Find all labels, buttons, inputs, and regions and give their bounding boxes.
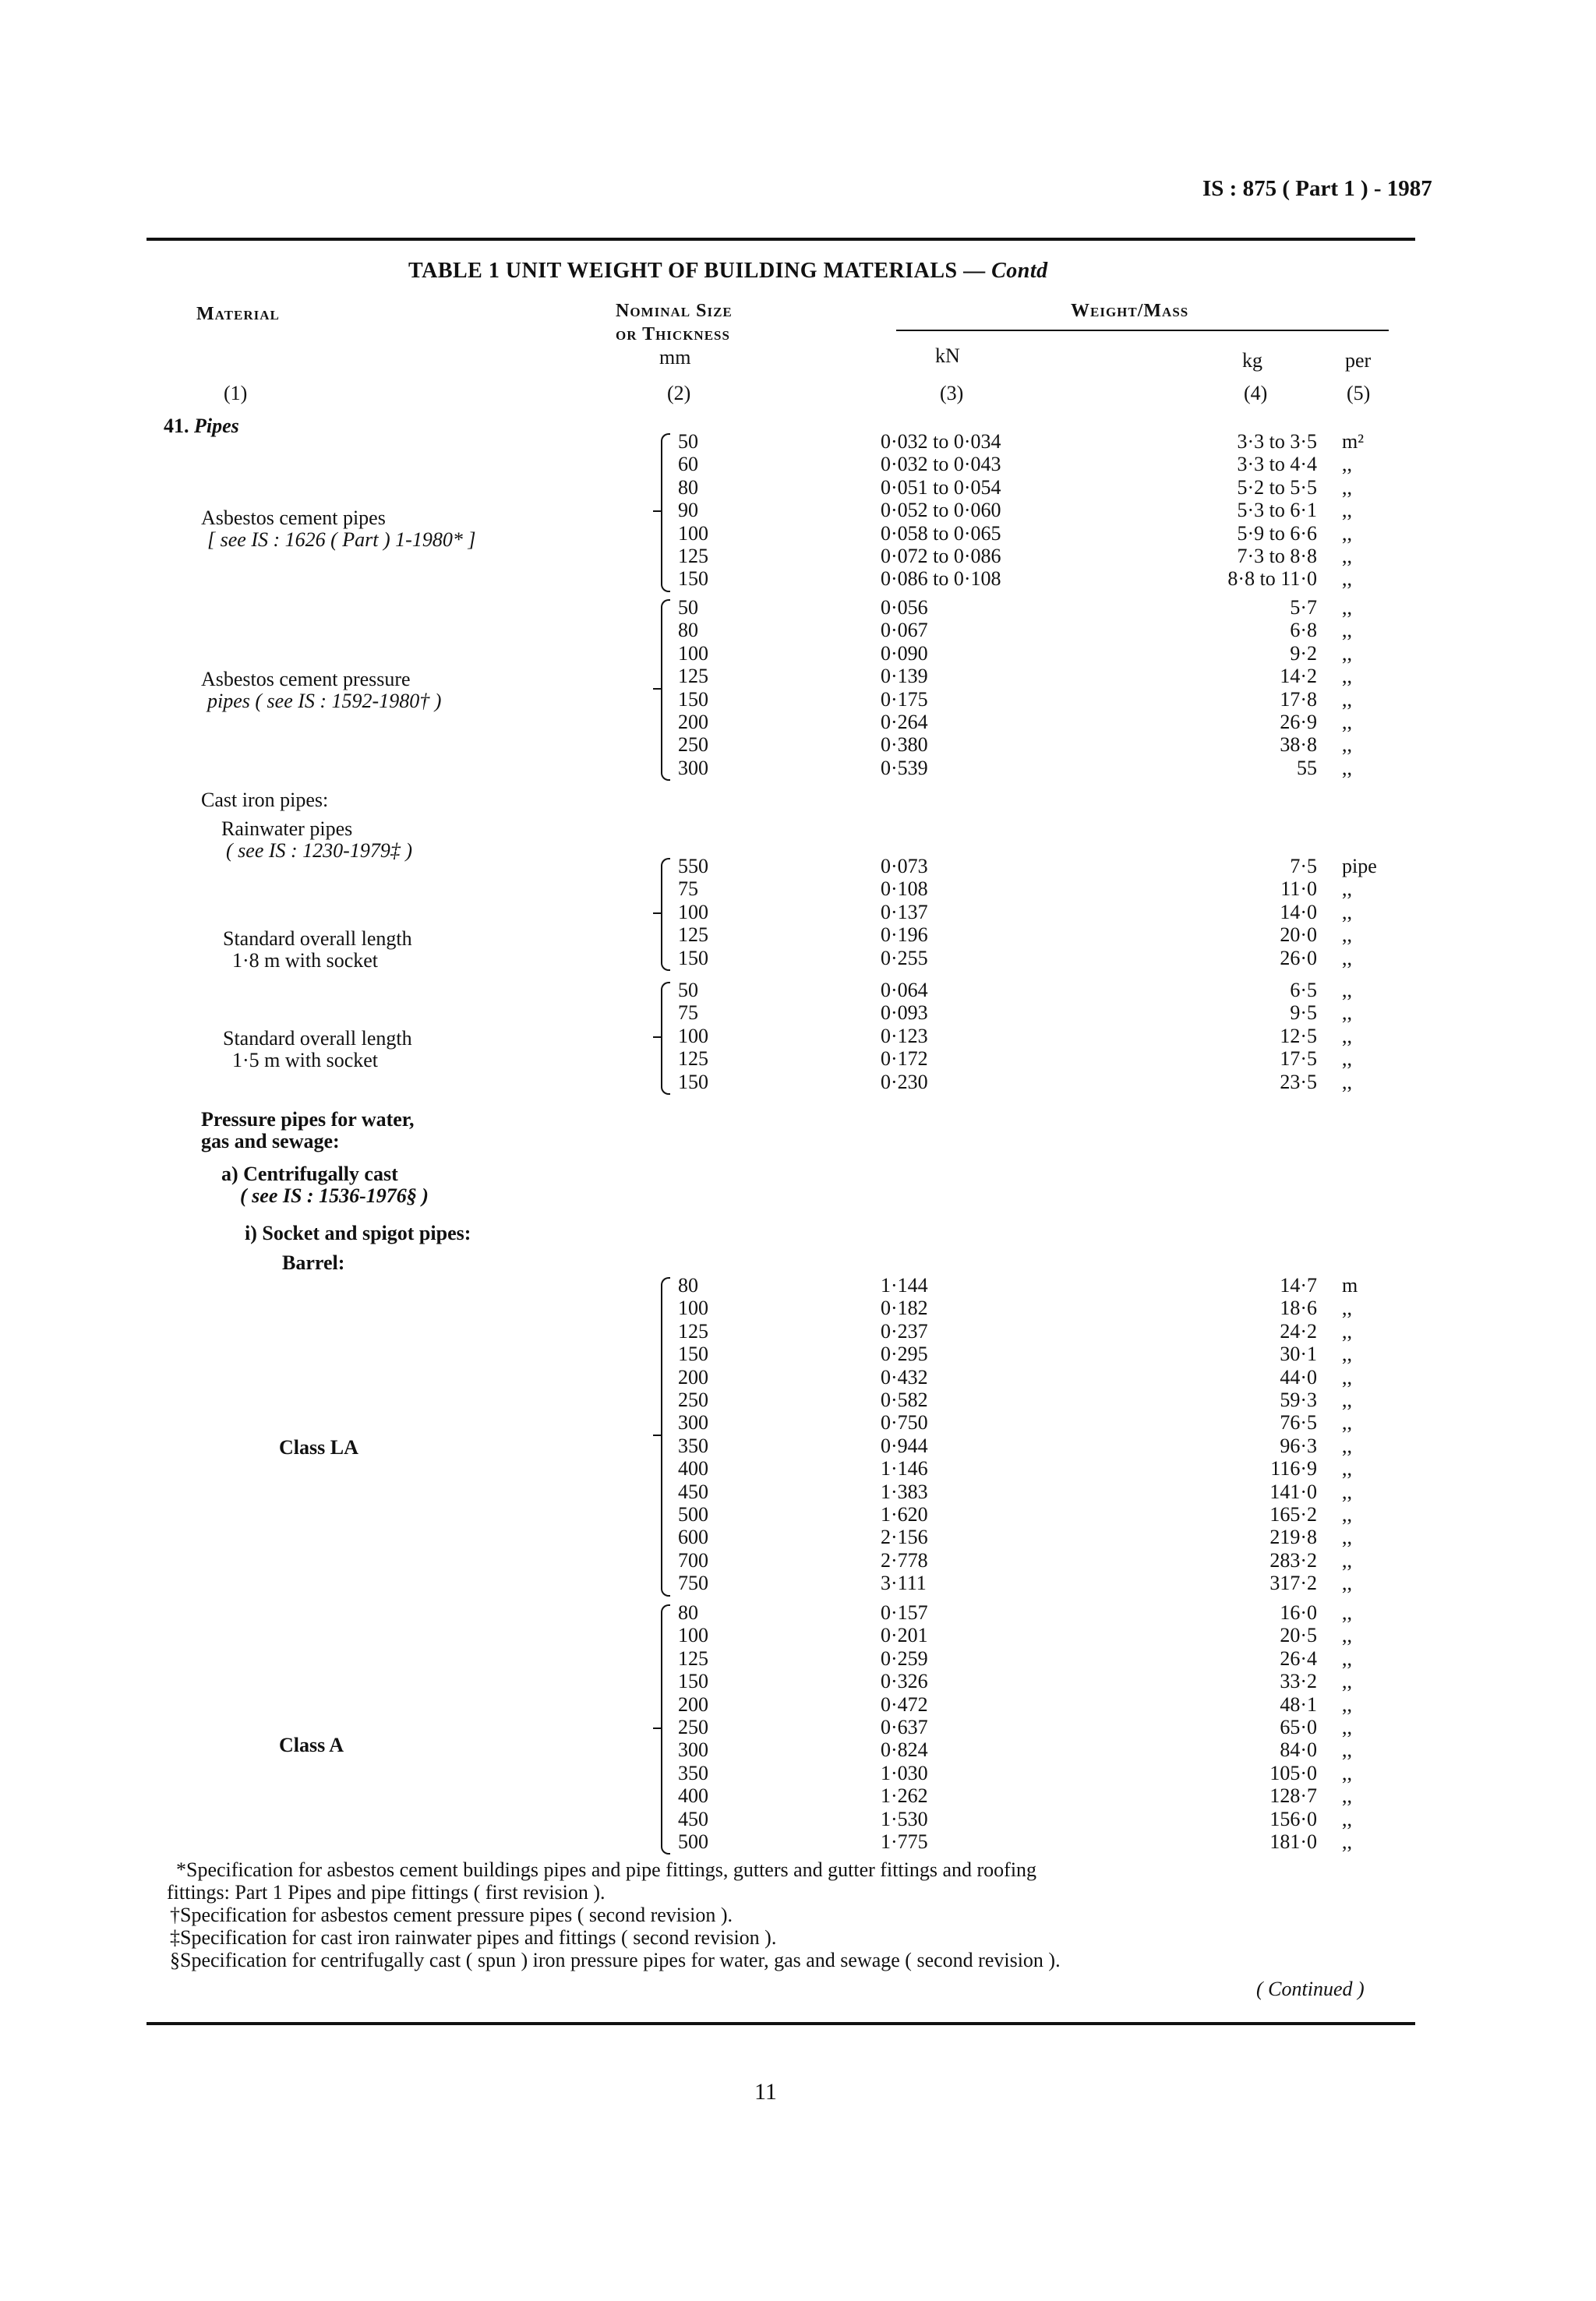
- table-size-cell: 125: [678, 665, 708, 688]
- footnote-4: §Specification for centrifugally cast ( spun ) iron pressure pipes for water, gas and sewage ( second revision ).: [170, 1949, 1061, 1971]
- table-kn-cell: 0·637: [881, 1716, 928, 1738]
- table-size-cell: 125: [678, 545, 708, 567]
- table-kg-cell: 11·0: [1280, 877, 1317, 901]
- table-kg-cell: 59·3: [1280, 1389, 1317, 1411]
- table-per-cell: ,,: [1342, 1830, 1352, 1853]
- table-kn-cell: 1·144: [881, 1274, 928, 1297]
- table-kg-cell: 14·0: [1280, 900, 1317, 923]
- table-kg-cell: 3·3 to 4·4: [1237, 453, 1317, 476]
- pressure-heading-2: gas and sewage:: [201, 1130, 340, 1152]
- group-label: Class LA: [279, 1436, 358, 1459]
- table-kn-cell: 0·139: [881, 665, 928, 688]
- table-kn-cell: 0·230: [881, 1070, 928, 1093]
- table-kg-cell: 17·5: [1280, 1047, 1317, 1071]
- table-kg-cell: 8·8 to 11·0: [1227, 567, 1317, 591]
- table-title-contd: Contd: [991, 259, 1048, 283]
- table-per-cell: ,,: [1342, 923, 1352, 947]
- table-per-cell: ,,: [1342, 1001, 1352, 1025]
- table-per-cell: ,,: [1342, 545, 1352, 567]
- table-kg-cell: 76·5: [1280, 1411, 1317, 1435]
- table-size-cell: 150: [678, 1070, 708, 1093]
- col-kg: kg: [1242, 349, 1262, 372]
- table-kg-cell: 116·9: [1270, 1457, 1317, 1480]
- table-per-cell: ,,: [1342, 1807, 1352, 1830]
- col-num-3: (3): [940, 382, 964, 404]
- table-kn-cell: 0·032 to 0·034: [881, 430, 1001, 453]
- table-per-cell: ,,: [1342, 946, 1352, 969]
- table-kn-cell: 1·620: [881, 1503, 928, 1526]
- group-label: Asbestos cement pressure: [201, 668, 411, 690]
- table-size-cell: 300: [678, 1411, 708, 1435]
- table-per-cell: ,,: [1342, 521, 1352, 545]
- table-per-cell: ,,: [1342, 1646, 1352, 1670]
- table-per-cell: ,,: [1342, 1761, 1352, 1784]
- table-kn-cell: 0·750: [881, 1411, 928, 1435]
- table-kg-cell: 96·3: [1280, 1434, 1317, 1457]
- table-kn-cell: 0·326: [881, 1670, 928, 1693]
- table-kn-cell: 0·051 to 0·054: [881, 475, 1001, 499]
- table-size-cell: 150: [678, 567, 708, 591]
- table-kn-cell: 0·086 to 0·108: [881, 567, 1001, 591]
- table-kg-cell: 23·5: [1280, 1070, 1317, 1093]
- table-kg-cell: 128·7: [1269, 1784, 1317, 1808]
- table-kg-cell: 283·2: [1269, 1548, 1317, 1572]
- table-kg-cell: 20·5: [1280, 1624, 1317, 1647]
- table-size-cell: 100: [678, 1024, 708, 1047]
- table-kn-cell: 0·072 to 0·086: [881, 545, 1001, 567]
- table-kg-cell: 33·2: [1280, 1670, 1317, 1693]
- table-per-cell: ,,: [1342, 567, 1352, 591]
- table-kg-cell: 17·8: [1280, 687, 1317, 711]
- table-size-cell: 200: [678, 1692, 708, 1716]
- table-per-cell: ,,: [1342, 1601, 1352, 1624]
- table-per-cell: ,,: [1342, 877, 1352, 901]
- table-size-cell: 150: [678, 1343, 708, 1366]
- table-size-cell: 500: [678, 1503, 708, 1526]
- table-kn-cell: 2·778: [881, 1548, 928, 1572]
- table-size-cell: 60: [678, 453, 698, 476]
- table-kn-cell: 1·030: [881, 1761, 928, 1784]
- table-size-cell: 125: [678, 1646, 708, 1670]
- table-per-cell: ,,: [1342, 619, 1352, 642]
- table-size-cell: 50: [678, 979, 698, 1001]
- table-kg-cell: 5·7: [1290, 596, 1317, 619]
- standard-header: IS : 875 ( Part 1 ) - 1987: [1202, 176, 1432, 201]
- table-size-cell: 300: [678, 756, 708, 779]
- table-kg-cell: 181·0: [1269, 1830, 1317, 1853]
- section-title: Pipes: [194, 415, 239, 437]
- table-size-cell: 400: [678, 1784, 708, 1808]
- table-kn-cell: 1·146: [881, 1457, 928, 1480]
- table-per-cell: ,,: [1342, 1024, 1352, 1047]
- table-size-cell: 100: [678, 900, 708, 923]
- table-size-cell: 100: [678, 521, 708, 545]
- group-brace: [661, 1604, 670, 1855]
- table-kn-cell: 0·090: [881, 641, 928, 665]
- table-size-cell: 100: [678, 1297, 708, 1320]
- table-kn-cell: 0·196: [881, 923, 928, 947]
- group-brace: [661, 599, 670, 781]
- table-kg-cell: 6·8: [1290, 619, 1317, 642]
- footnote-3: ‡Specification for cast iron rainwater pipes and fittings ( second revision ).: [170, 1926, 777, 1949]
- table-kn-cell: 0·052 to 0·060: [881, 499, 1001, 522]
- table-size-cell: 50: [678, 430, 698, 453]
- col-num-1: (1): [224, 382, 248, 404]
- table-kg-cell: 105·0: [1269, 1761, 1317, 1784]
- table-kn-cell: 0·157: [881, 1601, 928, 1624]
- weight-overbrace: [896, 330, 1389, 339]
- table-title-text: TABLE 1 UNIT WEIGHT OF BUILDING MATERIALS —: [408, 259, 986, 283]
- table-per-cell: ,,: [1342, 756, 1352, 779]
- table-size-cell: 200: [678, 1365, 708, 1389]
- table-size-cell: 125: [678, 1319, 708, 1343]
- table-kg-cell: 141·0: [1269, 1480, 1317, 1503]
- section-number: 41.: [164, 415, 189, 437]
- table-kn-cell: 0·123: [881, 1024, 928, 1047]
- table-kn-cell: 0·539: [881, 756, 928, 779]
- table-kg-cell: 30·1: [1280, 1343, 1317, 1366]
- table-per-cell: ,,: [1342, 596, 1352, 619]
- table-kn-cell: 2·156: [881, 1526, 928, 1549]
- table-size-cell: 700: [678, 1548, 708, 1572]
- table-kg-cell: 44·0: [1280, 1365, 1317, 1389]
- table-kg-cell: 165·2: [1269, 1503, 1317, 1526]
- table-kn-cell: 0·259: [881, 1646, 928, 1670]
- table-kg-cell: 9·5: [1290, 1001, 1317, 1025]
- table-per-cell: ,,: [1342, 1070, 1352, 1093]
- table-kn-cell: 0·432: [881, 1365, 928, 1389]
- table-size-cell: 450: [678, 1807, 708, 1830]
- table-size-cell: 80: [678, 1601, 698, 1624]
- table-per-cell: ,,: [1342, 1716, 1352, 1738]
- table-size-cell: 200: [678, 711, 708, 733]
- group-label: Asbestos cement pipes: [201, 506, 386, 529]
- col-size-line2: or Thickness: [616, 324, 730, 344]
- table-kg-cell: 26·4: [1280, 1646, 1317, 1670]
- group-brace-tip: [653, 1036, 661, 1039]
- table-size-cell: 150: [678, 687, 708, 711]
- table-size-cell: 400: [678, 1457, 708, 1480]
- table-size-cell: 125: [678, 1047, 708, 1071]
- table-size-cell: 150: [678, 946, 708, 969]
- table-per-cell: pipe: [1342, 855, 1377, 877]
- table-kn-cell: 0·582: [881, 1389, 928, 1411]
- table-kn-cell: 0·255: [881, 946, 928, 969]
- table-size-cell: 75: [678, 877, 698, 901]
- table-size-cell: 100: [678, 641, 708, 665]
- table-kg-cell: 219·8: [1269, 1526, 1317, 1549]
- table-per-cell: ,,: [1342, 1624, 1352, 1647]
- bottom-rule: [147, 2022, 1415, 2025]
- table-kn-cell: 1·775: [881, 1830, 928, 1853]
- col-num-4: (4): [1244, 382, 1268, 404]
- table-per-cell: ,,: [1342, 1784, 1352, 1808]
- table-size-cell: 500: [678, 1830, 708, 1853]
- table-size-cell: 450: [678, 1480, 708, 1503]
- table-per-cell: ,,: [1342, 1319, 1352, 1343]
- table-per-cell: ,,: [1342, 1365, 1352, 1389]
- table-size-cell: 90: [678, 499, 698, 522]
- table-per-cell: ,,: [1342, 475, 1352, 499]
- table-kn-cell: 0·032 to 0·043: [881, 453, 1001, 476]
- table-kg-cell: 14·2: [1280, 665, 1317, 688]
- table-size-cell: 100: [678, 1624, 708, 1647]
- table-per-cell: ,,: [1342, 1389, 1352, 1411]
- footnote-2: †Specification for asbestos cement pressure pipes ( second revision ).: [170, 1904, 733, 1926]
- group-brace: [661, 982, 670, 1095]
- table-size-cell: 250: [678, 733, 708, 757]
- rainwater-pipes-label: Rainwater pipes: [221, 817, 353, 840]
- table-kg-cell: 6·5: [1290, 979, 1317, 1001]
- col-weight: Weight/Mass: [1071, 301, 1189, 321]
- table-per-cell: ,,: [1342, 1343, 1352, 1366]
- table-kg-cell: 5·3 to 6·1: [1237, 499, 1317, 522]
- table-kn-cell: 0·137: [881, 900, 928, 923]
- table-per-cell: ,,: [1342, 1480, 1352, 1503]
- table-per-cell: ,,: [1342, 1738, 1352, 1762]
- col-kn: kN: [935, 344, 960, 367]
- col-size-unit: mm: [659, 346, 691, 369]
- table-per-cell: ,,: [1342, 687, 1352, 711]
- table-size-cell: 350: [678, 1434, 708, 1457]
- table-per-cell: m: [1342, 1274, 1358, 1297]
- table-kg-cell: 3·3 to 3·5: [1237, 430, 1317, 453]
- table-kn-cell: 1·262: [881, 1784, 928, 1808]
- table-kn-cell: 0·824: [881, 1738, 928, 1762]
- footnote-1b: fittings: Part 1 Pipes and pipe fittings ( first revision ).: [167, 1881, 606, 1904]
- table-kg-cell: 5·9 to 6·6: [1237, 521, 1317, 545]
- table-per-cell: ,,: [1342, 1526, 1352, 1549]
- table-kg-cell: 26·0: [1280, 946, 1317, 969]
- col-num-5: (5): [1347, 382, 1371, 404]
- table-kg-cell: 24·2: [1280, 1319, 1317, 1343]
- group-brace-tip: [653, 688, 661, 690]
- table-size-cell: 80: [678, 619, 698, 642]
- group-label: Standard overall length: [223, 927, 412, 950]
- table-size-cell: 75: [678, 1001, 698, 1025]
- section-heading: [164, 415, 239, 438]
- barrel-label: Barrel:: [282, 1251, 345, 1274]
- table-per-cell: ,,: [1342, 1670, 1352, 1693]
- group-label: 1·8 m with socket: [232, 949, 379, 972]
- table-kn-cell: 0·237: [881, 1319, 928, 1343]
- group-brace: [661, 433, 670, 592]
- table-kn-cell: 0·093: [881, 1001, 928, 1025]
- table-kn-cell: 0·182: [881, 1297, 928, 1320]
- col-per: per: [1345, 349, 1372, 372]
- table-per-cell: ,,: [1342, 900, 1352, 923]
- table-kg-cell: 7·5: [1290, 855, 1317, 877]
- footnote-1a: *Specification for asbestos cement buildings pipes and pipe fittings, gutters and gutter fittings and roofing: [176, 1858, 1037, 1881]
- table-kg-cell: 48·1: [1280, 1692, 1317, 1716]
- table-kg-cell: 156·0: [1269, 1807, 1317, 1830]
- table-kg-cell: 16·0: [1280, 1601, 1317, 1624]
- table-size-cell: 80: [678, 475, 698, 499]
- group-label: pipes ( see IS : 1592-1980† ): [207, 690, 442, 712]
- table-size-cell: 250: [678, 1389, 708, 1411]
- table-kn-cell: 0·108: [881, 877, 928, 901]
- table-per-cell: ,,: [1342, 1411, 1352, 1435]
- table-kg-cell: 18·6: [1280, 1297, 1317, 1320]
- continued-note: ( Continued ): [1256, 1978, 1365, 2000]
- table-kg-cell: 38·8: [1280, 733, 1317, 757]
- table-kn-cell: 0·175: [881, 687, 928, 711]
- table-per-cell: ,,: [1342, 1692, 1352, 1716]
- table-kn-cell: 0·380: [881, 733, 928, 757]
- group-label: [ see IS : 1626 ( Part ) 1-1980* ]: [207, 528, 476, 551]
- table-kn-cell: 0·295: [881, 1343, 928, 1366]
- socket-spigot-label: i) Socket and spigot pipes:: [245, 1222, 471, 1244]
- group-label: Class A: [279, 1734, 344, 1756]
- rainwater-pipes-ref: ( see IS : 1230-1979‡ ): [226, 839, 412, 862]
- table-kn-cell: 0·073: [881, 855, 928, 877]
- table-per-cell: ,,: [1342, 979, 1352, 1001]
- table-per-cell: ,,: [1342, 665, 1352, 688]
- table-per-cell: ,,: [1342, 733, 1352, 757]
- table-kn-cell: 1·530: [881, 1807, 928, 1830]
- col-material: Material: [196, 304, 280, 324]
- group-brace: [661, 858, 670, 971]
- group-brace-tip: [653, 1728, 661, 1730]
- table-kn-cell: 1·383: [881, 1480, 928, 1503]
- group-label: 1·5 m with socket: [232, 1049, 379, 1071]
- table-size-cell: 350: [678, 1761, 708, 1784]
- table-title: [408, 259, 1048, 284]
- table-kg-cell: 5·2 to 5·5: [1237, 475, 1317, 499]
- table-kn-cell: 0·067: [881, 619, 928, 642]
- table-kg-cell: 65·0: [1280, 1716, 1317, 1738]
- table-size-cell: 50: [678, 596, 698, 619]
- table-size-cell: 550: [678, 855, 708, 877]
- centrifugal-label: a) Centrifugally cast: [221, 1163, 398, 1185]
- table-kg-cell: 26·9: [1280, 711, 1317, 733]
- table-per-cell: ,,: [1342, 453, 1352, 476]
- col-size-line1: Nominal Size: [616, 301, 733, 321]
- table-kn-cell: 0·064: [881, 979, 928, 1001]
- page-number: 11: [754, 2079, 777, 2105]
- table-size-cell: 150: [678, 1670, 708, 1693]
- table-per-cell: ,,: [1342, 711, 1352, 733]
- table-per-cell: ,,: [1342, 1572, 1352, 1595]
- table-per-cell: ,,: [1342, 1047, 1352, 1071]
- group-brace: [661, 1277, 670, 1597]
- table-per-cell: ,,: [1342, 1434, 1352, 1457]
- group-brace-tip: [653, 912, 661, 915]
- table-size-cell: 300: [678, 1738, 708, 1762]
- table-per-cell: ,,: [1342, 499, 1352, 522]
- table-size-cell: 80: [678, 1274, 698, 1297]
- table-per-cell: ,,: [1342, 1457, 1352, 1480]
- table-size-cell: 125: [678, 923, 708, 947]
- table-kg-cell: 14·7: [1280, 1274, 1317, 1297]
- table-kn-cell: 0·472: [881, 1692, 928, 1716]
- pressure-heading-1: Pressure pipes for water,: [201, 1108, 415, 1131]
- table-kn-cell: 0·944: [881, 1434, 928, 1457]
- col-num-2: (2): [667, 382, 691, 404]
- table-kg-cell: 12·5: [1280, 1024, 1317, 1047]
- centrifugal-ref: ( see IS : 1536-1976§ ): [240, 1184, 429, 1207]
- table-size-cell: 250: [678, 1716, 708, 1738]
- table-kg-cell: 317·2: [1269, 1572, 1317, 1595]
- table-per-cell: ,,: [1342, 1297, 1352, 1320]
- table-kn-cell: 0·264: [881, 711, 928, 733]
- group-brace-tip: [653, 1435, 661, 1437]
- table-kn-cell: 0·172: [881, 1047, 928, 1071]
- table-kn-cell: 0·201: [881, 1624, 928, 1647]
- table-kg-cell: 7·3 to 8·8: [1237, 545, 1317, 567]
- table-kn-cell: 3·111: [881, 1572, 927, 1595]
- table-size-cell: 600: [678, 1526, 708, 1549]
- table-kg-cell: 55: [1297, 756, 1317, 779]
- table-kn-cell: 0·056: [881, 596, 928, 619]
- table-kg-cell: 20·0: [1280, 923, 1317, 947]
- table-kg-cell: 9·2: [1290, 641, 1317, 665]
- group-brace-tip: [653, 510, 661, 513]
- table-size-cell: 750: [678, 1572, 708, 1595]
- table-per-cell: ,,: [1342, 1503, 1352, 1526]
- table-per-cell: ,,: [1342, 1548, 1352, 1572]
- table-per-cell: m²: [1342, 430, 1365, 453]
- table-kg-cell: 84·0: [1280, 1738, 1317, 1762]
- table-kn-cell: 0·058 to 0·065: [881, 521, 1001, 545]
- group-label: Standard overall length: [223, 1027, 412, 1050]
- cast-iron-heading: Cast iron pipes:: [201, 789, 329, 811]
- table-per-cell: ,,: [1342, 641, 1352, 665]
- top-rule: [147, 238, 1415, 241]
